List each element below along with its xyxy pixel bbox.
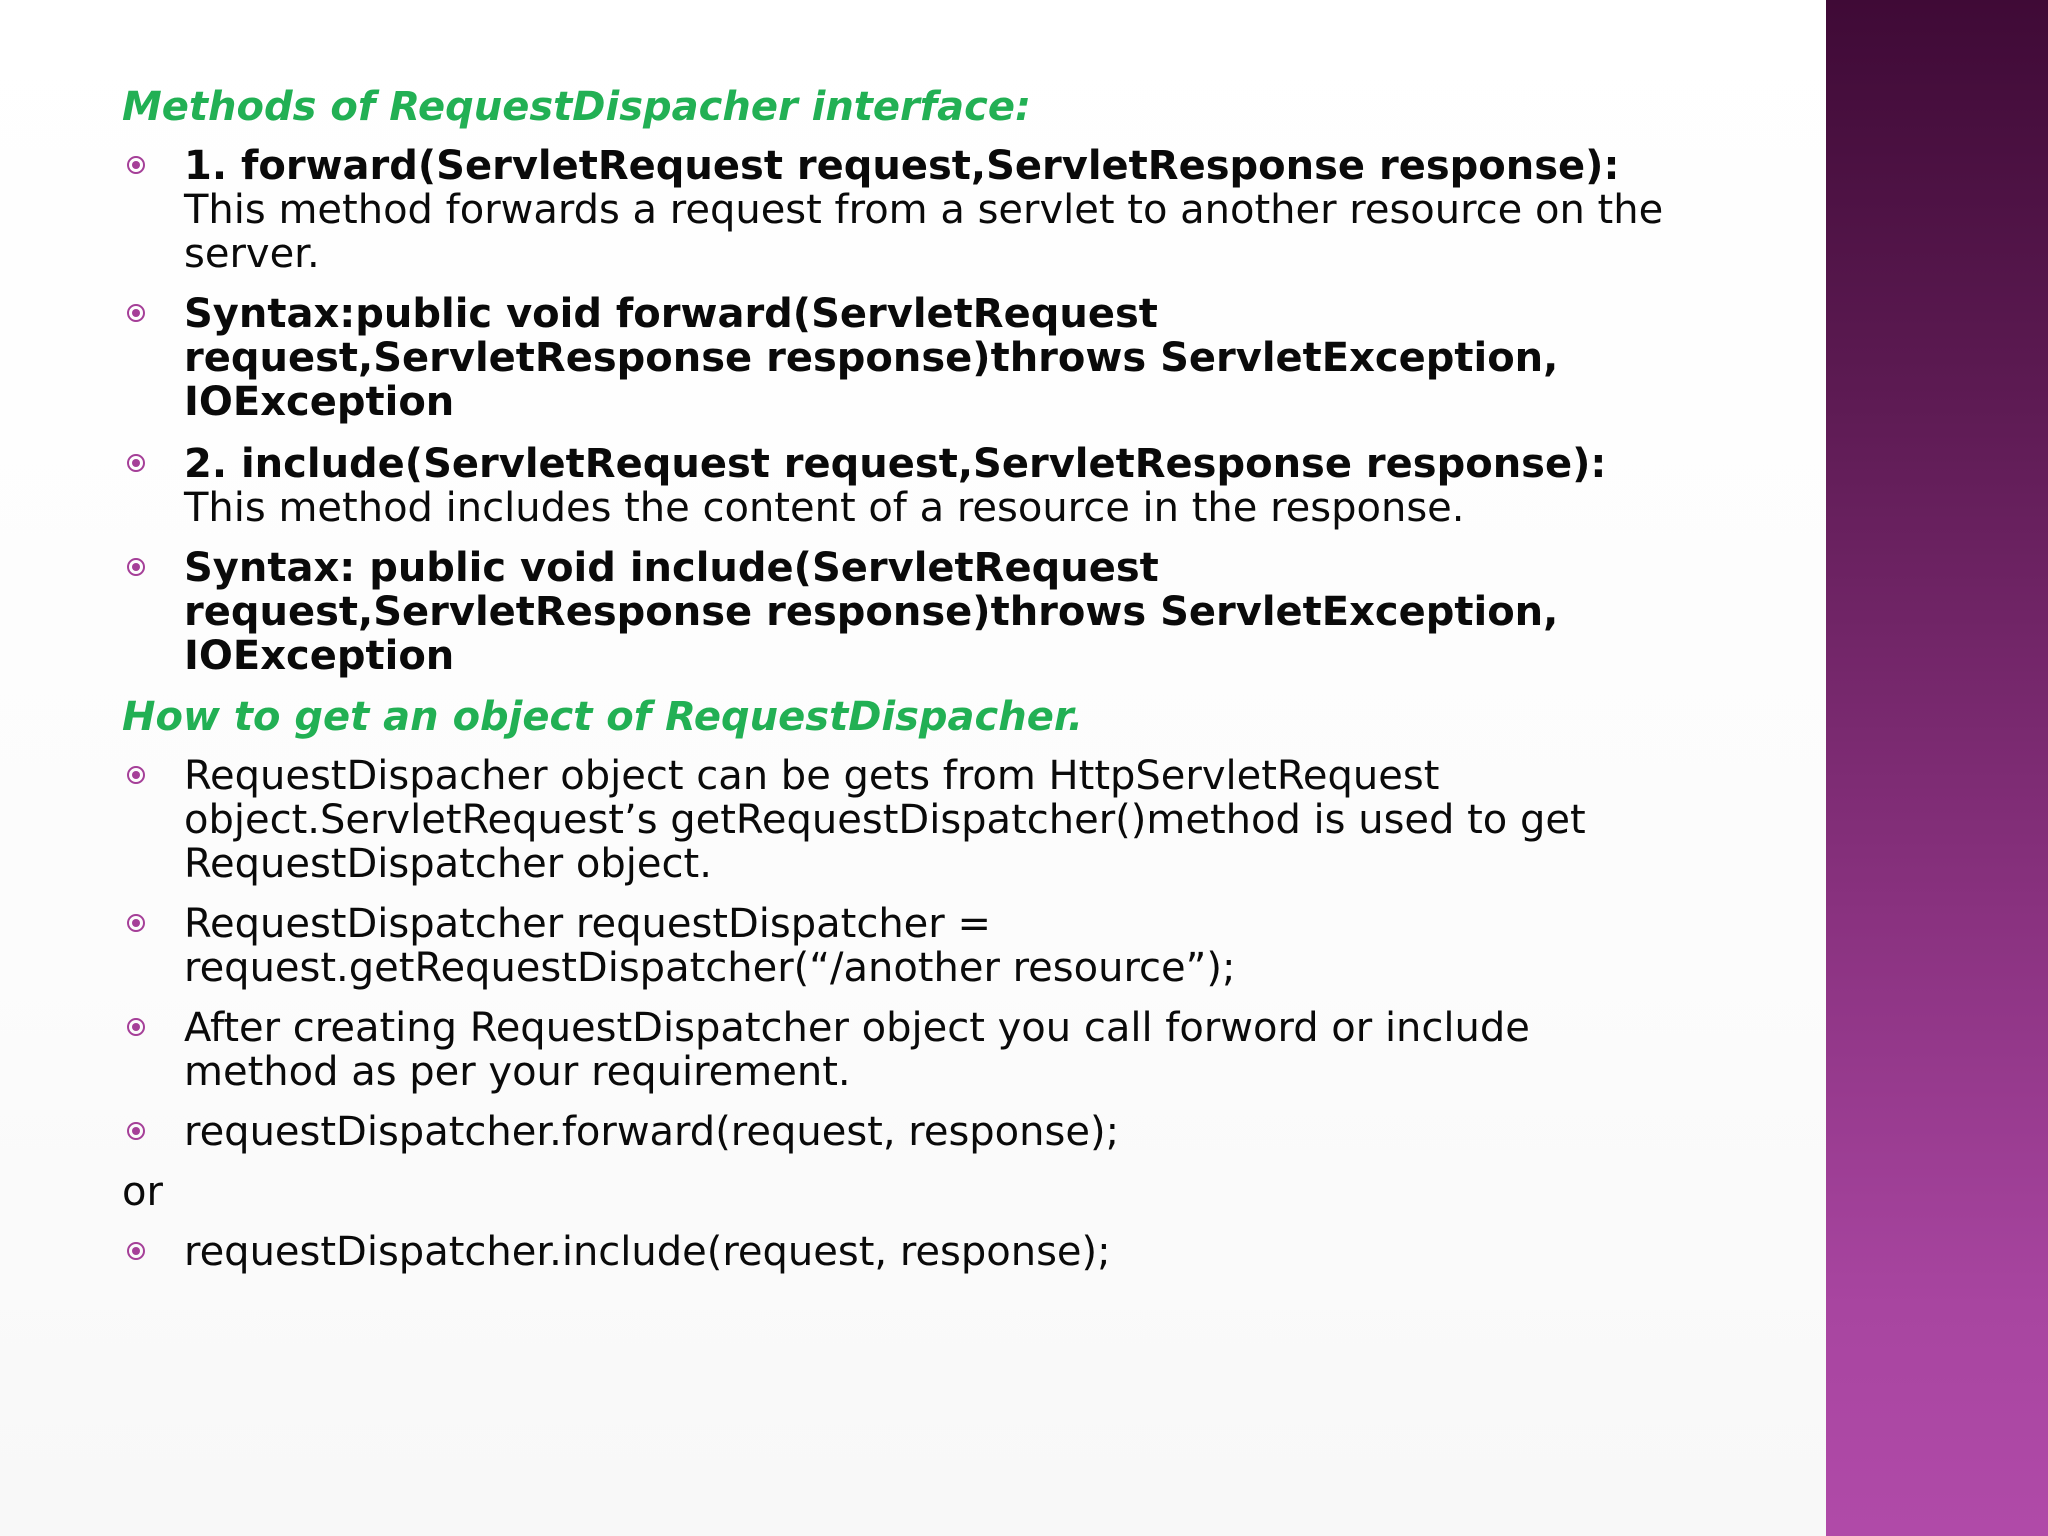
list-item-include-syntax [122,546,1682,678]
list-item-include [122,442,1682,530]
bullet-icon [127,454,145,472]
bullet-icon [127,914,145,932]
item-text: requestDispatcher.forward(request, response); [184,1109,1120,1155]
slide-content [122,84,1682,1290]
bullet-icon [127,304,145,322]
item-bold-text: Syntax:public void forward(ServletRequest request,ServletResponse response)throws ServletException, IOException [184,291,1559,425]
bullet-icon [127,558,145,576]
bullet-icon [127,1242,145,1260]
item-bold-text: 1. forward(ServletRequest request,ServletResponse response): [184,143,1620,189]
bullet-icon [127,1018,145,1036]
bullet-icon [127,766,145,784]
section-heading-methods: Methods of RequestDispacher interface: [122,84,1032,130]
item-text: RequestDispacher object can be gets from HttpServletRequest object.ServletRequest’s getRequestDispatcher()method is used to get RequestDispatcher object. [184,753,1586,887]
bullet-icon [127,156,145,174]
item-bold-text: Syntax: public void include(ServletRequest request,ServletResponse response)throws ServletException, IOException [184,545,1559,679]
decorative-side-band [1826,0,2048,1536]
section-heading-get-object: How to get an object of RequestDispacher. [122,694,1084,740]
item-text: After creating RequestDispatcher object you call forword or include method as per your requirement. [184,1005,1530,1095]
bullet-icon [127,1122,145,1140]
list-item-forward-syntax [122,292,1682,424]
list-item-forward-call [122,1110,1682,1154]
item-text: RequestDispatcher requestDispatcher = request.getRequestDispatcher(“/another resource”); [184,901,1236,991]
list-item-after-creating [122,1006,1682,1094]
list-item-get-dispatcher [122,754,1682,886]
item-bold-text: 2. include(ServletRequest request,ServletResponse response): [184,441,1607,487]
list-item-dispatcher-code [122,902,1682,990]
list-item-forward [122,144,1682,276]
item-text: This method includes the content of a resource in the response. [184,485,1465,531]
list-item-include-call [122,1230,1682,1274]
or-text: or [122,1169,163,1215]
item-text: requestDispatcher.include(request, response); [184,1229,1111,1275]
item-text: This method forwards a request from a servlet to another resource on the server. [184,187,1664,277]
